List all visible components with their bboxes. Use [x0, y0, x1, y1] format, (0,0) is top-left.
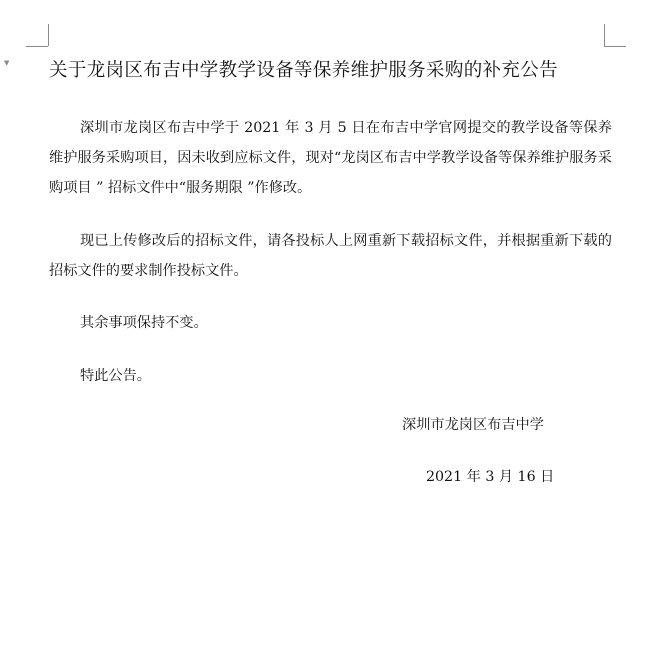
small-down-triangle-icon[interactable]: ▼	[4, 59, 10, 67]
document-title: 关于龙岗区布吉中学教学设备等保养维护服务采购的补充公告	[49, 60, 558, 81]
paragraph-3: 其余事项保持不变。	[80, 315, 208, 331]
crop-mark-top-right	[604, 24, 605, 46]
crop-mark-top-right	[604, 46, 626, 47]
signature-date: 2021 年 3 月 16 日	[426, 469, 555, 485]
signature-organization: 深圳市龙岗区布吉中学	[402, 417, 544, 433]
paragraph-2: 现已上传修改后的招标文件，请各投标人上网重新下载招标文件，并根据重新下载的招标文件的要求制作投标文件。	[49, 233, 612, 279]
crop-mark-top-left	[48, 24, 49, 46]
paragraph-4: 特此公告。	[80, 368, 151, 384]
crop-mark-top-left	[26, 46, 48, 47]
paragraph-1: 深圳市龙岗区布吉中学于 2021 年 3 月 5 日在布吉中学官网提交的教学设备等保养维护服务采购项目，因未收到应标文件，现对“龙岗区布吉中学教学设备等保养维护服务采购项目 ” 招标文件中“服务期限 ”作修改。	[49, 120, 612, 196]
